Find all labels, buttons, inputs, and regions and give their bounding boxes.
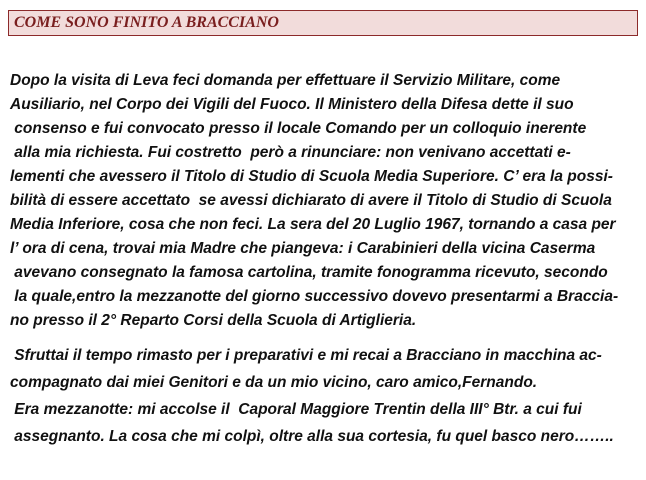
text-line: no presso il 2° Reparto Corsi della Scuola di Artiglieria. — [10, 312, 417, 329]
text-line: lementi che avessero il Titolo di Studio di Scuola Media Superiore. C’ era la possi- — [10, 168, 613, 185]
text-line: consenso e fui convocato presso il locale Comando per un colloquio inerente — [10, 120, 587, 137]
text-line: bilità di essere accettato se avessi dichiarato di avere il Titolo di Studio di Scuola — [10, 192, 612, 209]
text-line: l’ ora di cena, trovai mia Madre che piangeva: i Carabinieri della vicina Caserma — [10, 240, 596, 257]
title-banner — [8, 10, 638, 36]
page-title: COME SONO FINITO A BRACCIANO — [14, 14, 279, 31]
text-line: assegnanto. La cosa che mi colpì, oltre alla sua cortesia, fu quel basco nero…….. — [10, 428, 614, 445]
text-line: la quale,entro la mezzanotte del giorno successivo dovevo presentarmi a Braccia- — [10, 288, 619, 305]
text-line: Ausiliario, nel Corpo dei Vigili del Fuoco. Il Ministero della Difesa dette il suo — [10, 96, 574, 113]
text-line: Media Inferiore, cosa che non feci. La sera del 20 Luglio 1967, tornando a casa per — [10, 216, 616, 233]
text-line: alla mia richiesta. Fui costretto però a rinunciare: non venivano accettati e- — [10, 144, 571, 161]
text-line: Sfruttai il tempo rimasto per i preparativi e mi recai a Bracciano in macchina ac- — [10, 347, 602, 364]
text-line: avevano consegnato la famosa cartolina, tramite fonogramma ricevuto, secondo — [10, 264, 608, 281]
text-line: Era mezzanotte: mi accolse il Caporal Maggiore Trentin della III° Btr. a cui fui — [10, 401, 582, 418]
text-line: Dopo la visita di Leva feci domanda per effettuare il Servizio Militare, come — [10, 72, 561, 89]
text-line: compagnato dai miei Genitori e da un mio vicino, caro amico,Fernando. — [10, 374, 538, 391]
